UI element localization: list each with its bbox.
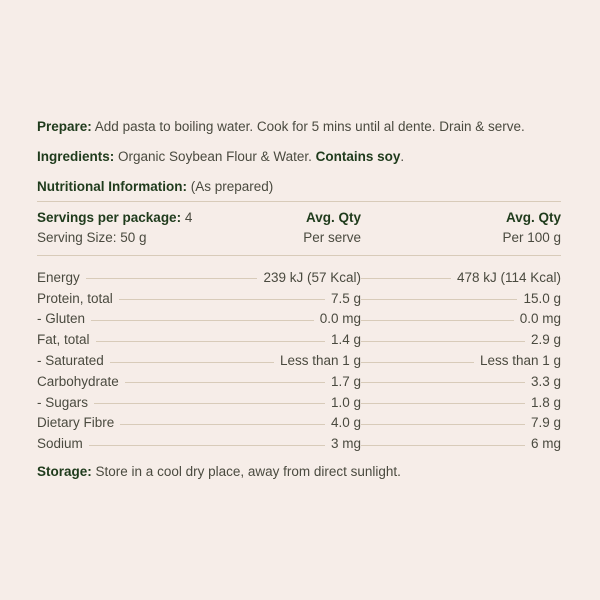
per-serve-value: 3 mg <box>330 436 361 452</box>
nutrition-label: Nutritional Information: <box>37 179 187 194</box>
nutrition-note: (As prepared) <box>190 179 274 194</box>
servings-label: Servings per package: <box>37 210 182 225</box>
dotted-leader <box>361 445 525 446</box>
prepare-label: Prepare: <box>37 119 92 134</box>
ingredients-label: Ingredients: <box>37 149 115 164</box>
per-100g-value: 15.0 g <box>523 290 561 306</box>
col1-header: Avg. Qty <box>305 210 361 225</box>
table-row <box>37 371 561 392</box>
product-info-panel <box>37 118 561 481</box>
dotted-leader <box>96 341 325 342</box>
dotted-leader <box>361 424 525 425</box>
nutrient-name: - Sugars <box>37 394 89 410</box>
dotted-leader <box>361 403 525 404</box>
per-serve-value: 7.5 g <box>330 290 361 306</box>
per-100g-value: 2.9 g <box>530 332 561 348</box>
per-100g-value: 0.0 mg <box>519 311 561 327</box>
per-serve-value: 1.4 g <box>330 332 361 348</box>
dotted-leader <box>91 320 314 321</box>
dotted-leader <box>361 382 525 383</box>
dotted-leader <box>361 362 474 363</box>
table-subheader-row <box>37 228 561 248</box>
table-row <box>37 329 561 350</box>
nutrient-name: - Saturated <box>37 353 104 369</box>
per-serve-value: 1.7 g <box>330 373 361 389</box>
per-serve-value: Less than 1 g <box>279 353 361 369</box>
nutrient-name: Carbohydrate <box>37 373 119 389</box>
per-serve-value: 239 kJ (57 Kcal) <box>263 269 361 285</box>
dotted-leader <box>361 278 451 279</box>
nutrition-title-line <box>37 178 561 196</box>
serving-size: Serving Size: 50 g <box>37 230 147 245</box>
ingredients-end: . <box>400 149 405 164</box>
table-row <box>37 309 561 330</box>
ingredients-line <box>37 148 561 166</box>
divider-top <box>37 201 561 202</box>
table-header-row <box>37 208 561 228</box>
prepare-line <box>37 118 561 136</box>
per-100g-value: Less than 1 g <box>479 353 561 369</box>
dotted-leader <box>361 320 514 321</box>
per-serve-value: 1.0 g <box>330 394 361 410</box>
col1-sub: Per serve <box>303 230 361 245</box>
nutrition-table <box>37 267 561 454</box>
storage-text: Store in a cool dry place, away from direct sunlight. <box>95 464 401 480</box>
ingredients-text: Organic Soybean Flour & Water. <box>118 149 312 164</box>
nutrient-name: Fat, total <box>37 332 90 348</box>
dotted-leader <box>119 299 325 300</box>
nutrient-name: Dietary Fibre <box>37 415 115 431</box>
nutrient-name: Protein, total <box>37 290 113 306</box>
dotted-leader <box>120 424 325 425</box>
dotted-leader <box>89 445 325 446</box>
table-row <box>37 413 561 434</box>
per-100g-value: 7.9 g <box>530 415 561 431</box>
dotted-leader <box>125 382 325 383</box>
per-100g-value: 3.3 g <box>530 373 561 389</box>
nutrient-name: - Gluten <box>37 311 86 327</box>
nutrient-name: Energy <box>37 269 80 285</box>
allergen-text: Contains soy <box>315 149 401 164</box>
per-serve-value: 4.0 g <box>330 415 361 431</box>
col2-header: Avg. Qty <box>505 210 561 225</box>
table-row <box>37 350 561 371</box>
table-row <box>37 267 561 288</box>
table-row <box>37 288 561 309</box>
nutrient-name: Sodium <box>37 436 83 452</box>
dotted-leader <box>110 362 274 363</box>
dotted-leader <box>94 403 325 404</box>
per-100g-value: 478 kJ (114 Kcal) <box>456 269 561 285</box>
prepare-text: Add pasta to boiling water. Cook for 5 mins until al dente. Drain & serve. <box>94 119 525 134</box>
servings-value: 4 <box>184 210 193 225</box>
table-row <box>37 392 561 413</box>
storage-line <box>37 463 561 481</box>
dotted-leader <box>361 299 517 300</box>
table-row <box>37 433 561 454</box>
col2-sub: Per 100 g <box>502 230 561 245</box>
storage-label: Storage: <box>37 464 92 480</box>
dotted-leader <box>361 341 525 342</box>
per-serve-value: 0.0 mg <box>319 311 361 327</box>
per-100g-value: 1.8 g <box>530 394 561 410</box>
per-100g-value: 6 mg <box>530 436 561 452</box>
dotted-leader <box>86 278 258 279</box>
